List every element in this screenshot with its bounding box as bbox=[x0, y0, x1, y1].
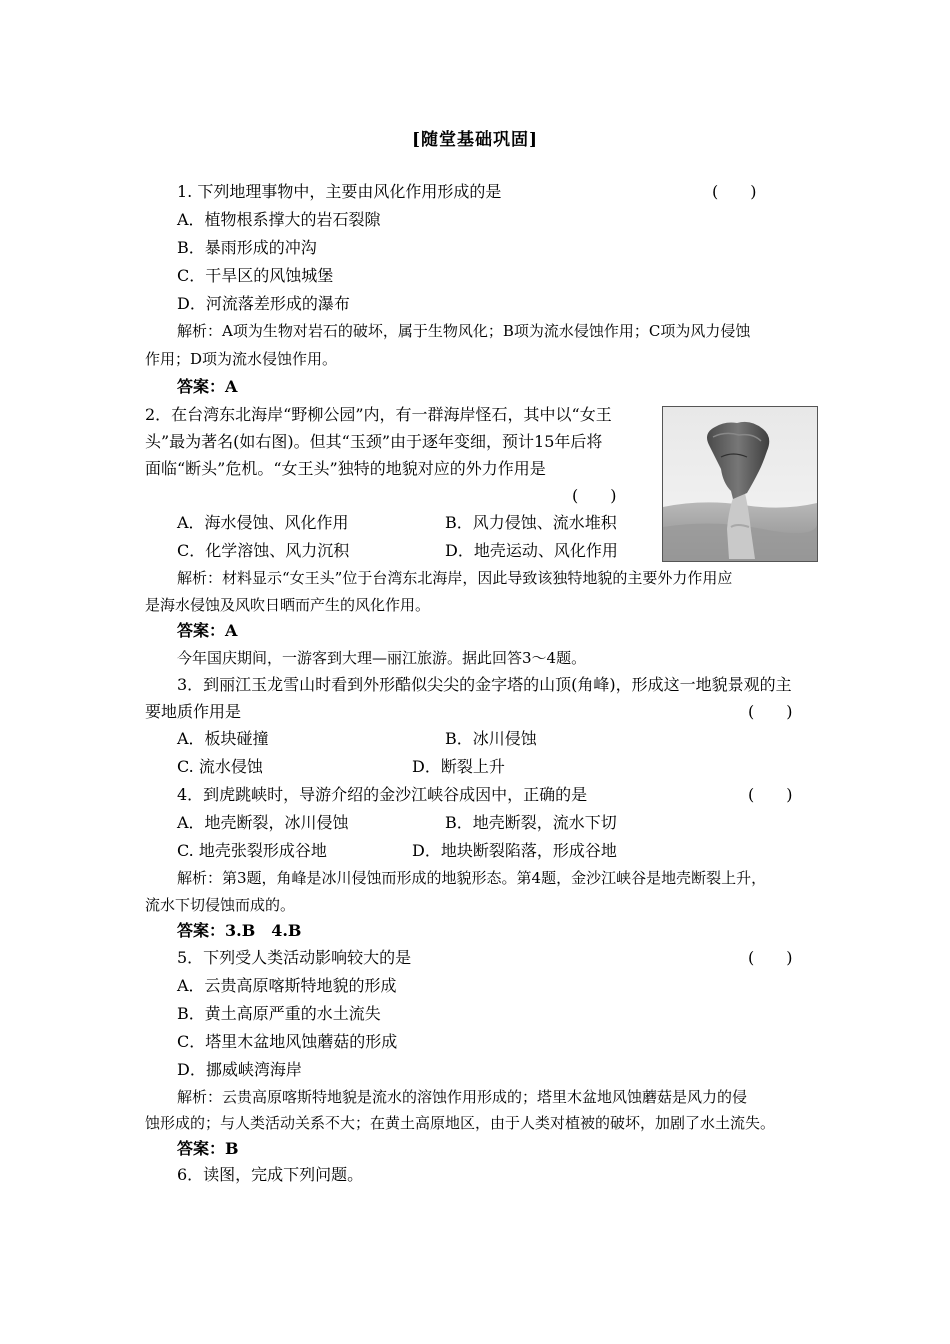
q2-option-d: D．地壳运动、风化作用 bbox=[445, 541, 618, 560]
q1-analysis-line1: 解析：A项为生物对岩石的破坏，属于生物风化；B项为流水侵蚀作用；C项为风力侵蚀 bbox=[177, 322, 751, 340]
q5-analysis-line2: 蚀形成的；与人类活动关系不大；在黄土高原地区，由于人类对植被的破坏，加剧了水土流失。 bbox=[145, 1114, 776, 1132]
q2-stem-line2: 头”最为著名(如右图)。但其“玉颈”由于逐年变细，预计15年后将 bbox=[145, 432, 603, 451]
q4-option-c: C. 地壳张裂形成谷地 bbox=[177, 841, 327, 860]
q3-stem-line2: 要地质作用是 bbox=[145, 702, 242, 721]
q3-option-b: B．冰川侵蚀 bbox=[445, 729, 537, 748]
q1-stem: 1. 下列地理事物中，主要由风化作用形成的是 bbox=[177, 182, 502, 201]
q2-analysis-line2: 是海水侵蚀及风吹日晒而产生的风化作用。 bbox=[145, 596, 431, 614]
q1-option-b: B．暴雨形成的冲沟 bbox=[177, 238, 317, 257]
q5-stem: 5．下列受人类活动影响较大的是 bbox=[177, 948, 412, 967]
q5-analysis-line1: 解析：云贵高原喀斯特地貌是流水的溶蚀作用形成的；塔里木盆地风蚀蘑菇是风力的侵 bbox=[177, 1088, 748, 1106]
q4-option-d: D．地块断裂陷落，形成谷地 bbox=[412, 841, 617, 860]
q2-option-a: A．海水侵蚀、风化作用 bbox=[177, 513, 349, 532]
q6-stem: 6．读图，完成下列问题。 bbox=[177, 1165, 364, 1184]
q3-option-c: C. 流水侵蚀 bbox=[177, 757, 263, 776]
q1-option-d: D．河流落差形成的瀑布 bbox=[177, 294, 350, 313]
q34-analysis-line2: 流水下切侵蚀而成的。 bbox=[145, 896, 296, 914]
q2-option-b: B．风力侵蚀、流水堆积 bbox=[445, 513, 617, 532]
queen-head-rock-photo bbox=[662, 406, 818, 562]
q5-option-c: C．塔里木盆地风蚀蘑菇的形成 bbox=[177, 1032, 398, 1051]
q2-analysis-line1: 解析：材料显示“女王头”位于台湾东北海岸，因此导致该独特地貌的主要外力作用应 bbox=[177, 569, 733, 587]
q1-answer-blank: ( ) bbox=[712, 182, 757, 201]
q4-stem: 4．到虎跳峡时，导游介绍的金沙江峡谷成因中，正确的是 bbox=[177, 785, 588, 804]
q5-option-a: A．云贵高原喀斯特地貌的形成 bbox=[177, 976, 397, 995]
q1-answer: 答案：A bbox=[177, 377, 238, 396]
q4-option-a: A．地壳断裂，冰川侵蚀 bbox=[177, 813, 349, 832]
q2-stem-line3: 面临“断头”危机。“女王头”独特的地貌对应的外力作用是 bbox=[145, 459, 546, 478]
q1-option-a: A．植物根系撑大的岩石裂隙 bbox=[177, 210, 381, 229]
q4-option-b: B．地壳断裂，流水下切 bbox=[445, 813, 617, 832]
q34-answer: 答案：3.B 4.B bbox=[177, 921, 302, 940]
q2-stem-line1: 2．在台湾东北海岸“野柳公园”内，有一群海岸怪石，其中以“女王 bbox=[145, 405, 612, 424]
q5-option-b: B．黄土高原严重的水土流失 bbox=[177, 1004, 381, 1023]
q5-option-d: D．挪威峡湾海岸 bbox=[177, 1060, 302, 1079]
q3-stem-line1: 3．到丽江玉龙雪山时看到外形酷似尖尖的金字塔的山顶(角峰)，形成这一地貌景观的主 bbox=[177, 675, 792, 694]
q3-answer-blank: ( ) bbox=[748, 702, 793, 721]
q5-answer: 答案：B bbox=[177, 1139, 239, 1158]
q5-answer-blank: ( ) bbox=[748, 948, 793, 967]
q34-analysis-line1: 解析：第3题，角峰是冰川侵蚀而形成的地貌形态。第4题，金沙江峡谷是地壳断裂上升， bbox=[177, 869, 767, 887]
q34-intro: 今年国庆期间，一游客到大理—丽江旅游。据此回答3～4题。 bbox=[177, 649, 587, 667]
q2-answer-blank: ( ) bbox=[572, 486, 617, 505]
q2-option-c: C．化学溶蚀、风力沉积 bbox=[177, 541, 350, 560]
q2-answer: 答案：A bbox=[177, 621, 238, 640]
q3-option-a: A．板块碰撞 bbox=[177, 729, 269, 748]
q1-option-c: C．干旱区的风蚀城堡 bbox=[177, 266, 334, 285]
section-title: [随堂基础巩固] bbox=[411, 130, 539, 150]
q4-answer-blank: ( ) bbox=[748, 785, 793, 804]
q3-option-d: D．断裂上升 bbox=[412, 757, 505, 776]
q1-analysis-line2: 作用；D项为流水侵蚀作用。 bbox=[145, 350, 338, 368]
